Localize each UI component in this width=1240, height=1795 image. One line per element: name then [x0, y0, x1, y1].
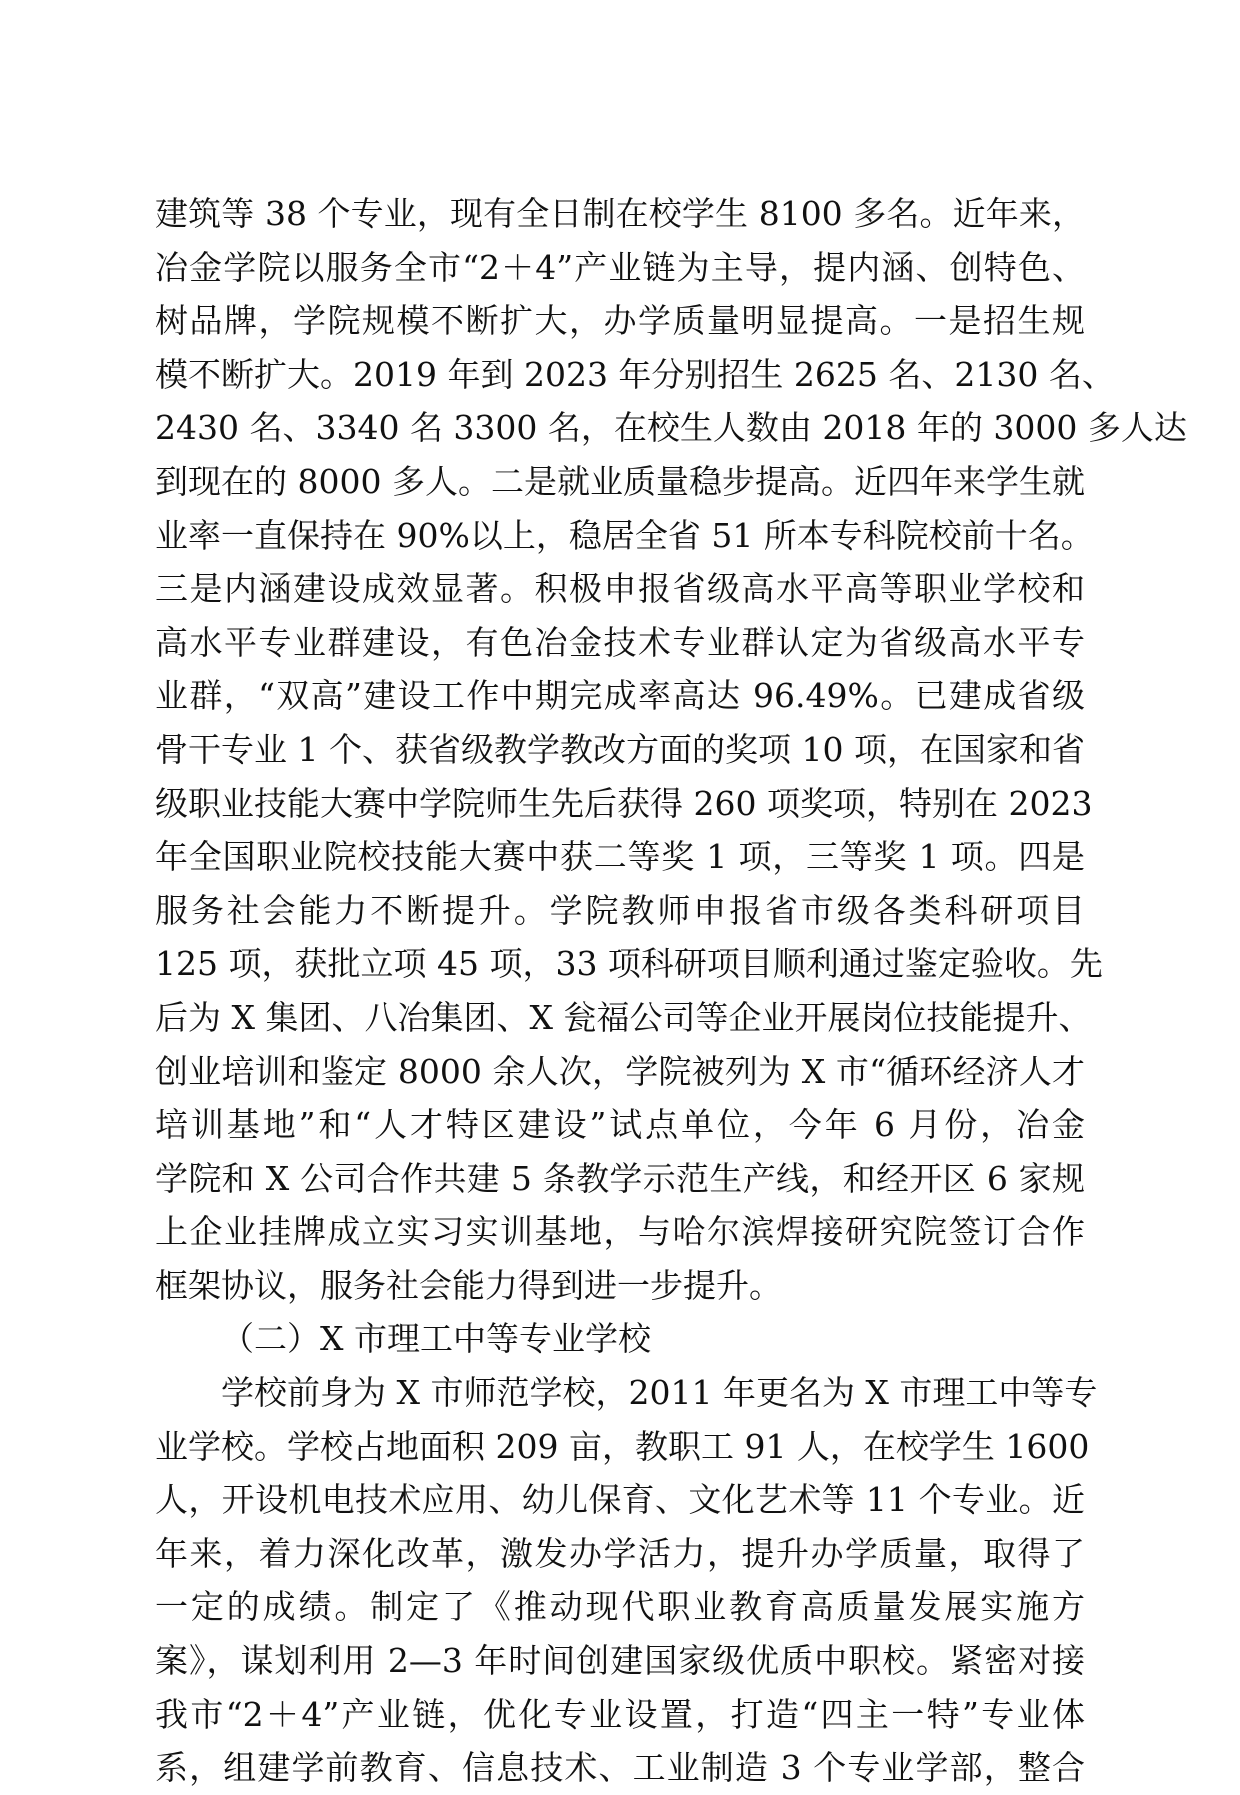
text-line: 高水平专业群建设，有色冶金技术专业群认定为省级高水平专	[155, 622, 1085, 662]
text-line: 级职业技能大赛中学院师生先后获得 260 项奖项，特别在 2023	[155, 783, 1093, 823]
text-line: 树品牌，学院规模不断扩大，办学质量明显提高。一是招生规	[155, 301, 1085, 341]
text-line: 到现在的 8000 多人。二是就业质量稳步提高。近四年来学生就	[155, 461, 1085, 501]
text-line: 创业培训和鉴定 8000 余人次，学院被列为 X 市“循环经济人才	[155, 1051, 1085, 1091]
text-line: 冶金学院以服务全市“2＋4”产业链为主导，提内涵、创特色、	[155, 247, 1085, 287]
text-line: 年来，着力深化改革，激发办学活力，提升办学质量，取得了	[155, 1533, 1085, 1573]
text-line: 系，组建学前教育、信息技术、工业制造 3 个专业学部，整合	[155, 1748, 1085, 1788]
text-line: 骨干专业 1 个、获省级教学教改方面的奖项 10 项，在国家和省	[155, 729, 1085, 769]
document-body	[155, 187, 1187, 1795]
text-line: 模不断扩大。2019 年到 2023 年分别招生 2625 名、2130 名、	[155, 354, 1115, 394]
text-line: 框架协议，服务社会能力得到进一步提升。	[155, 1265, 782, 1305]
text-line: 服务社会能力不断提升。学院教师申报省市级各类科研项目	[155, 890, 1085, 930]
section-heading: （二）X 市理工中等专业学校	[221, 1319, 651, 1359]
text-line: 125 项，获批立项 45 项，33 项科研项目顺利通过鉴定验收。先	[155, 944, 1103, 984]
text-line: 上企业挂牌成立实习实训基地，与哈尔滨焊接研究院签订合作	[155, 1212, 1085, 1252]
text-line: 三是内涵建设成效显著。积极申报省级高水平高等职业学校和	[155, 569, 1085, 609]
text-line: 业学校。学校占地面积 209 亩，教职工 91 人，在校学生 1600	[155, 1426, 1090, 1466]
text-line: 年全国职业院校技能大赛中获二等奖 1 项，三等奖 1 项。四是	[155, 837, 1085, 877]
text-line: 后为 X 集团、八冶集团、X 瓮福公司等企业开展岗位技能提升、	[155, 997, 1092, 1037]
text-line: 建筑等 38 个专业，现有全日制在校学生 8100 多名。近年来，	[155, 194, 1085, 233]
text-line: 业群，“双高”建设工作中期完成率高达 96.49%。已建成省级	[155, 676, 1085, 716]
text-line: 学校前身为 X 市师范学校，2011 年更名为 X 市理工中等专	[221, 1373, 1098, 1413]
text-line: 我市“2＋4”产业链，优化专业设置，打造“四主一特”专业体	[155, 1694, 1085, 1734]
text-line: 业率一直保持在 90%以上，稳居全省 51 所本专科院校前十名。	[155, 515, 1094, 555]
text-line: 2430 名、3340 名 3300 名，在校生人数由 2018 年的 3000 多人达	[155, 408, 1187, 448]
text-line: 培训基地”和“人才特区建设”试点单位，今年 6 月份，冶金	[155, 1105, 1085, 1145]
text-line: 一定的成绩。制定了《推动现代职业教育高质量发展实施方	[155, 1587, 1085, 1627]
text-line: 学院和 X 公司合作共建 5 条教学示范生产线，和经开区 6 家规	[155, 1158, 1085, 1198]
text-line: 人，开设机电技术应用、幼儿保育、文化艺术等 11 个专业。近	[155, 1480, 1085, 1520]
text-line: 案》，谋划利用 2—3 年时间创建国家级优质中职校。紧密对接	[155, 1641, 1085, 1681]
